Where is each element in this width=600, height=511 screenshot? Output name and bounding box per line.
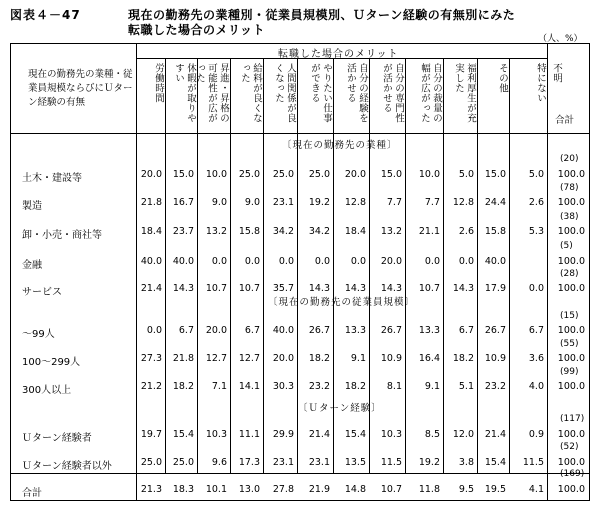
data-cell: 23.1 — [272, 457, 294, 468]
data-cell: 11.1 — [238, 429, 260, 440]
data-cell: 12.8 — [344, 197, 366, 208]
data-cell: 13.0 — [238, 484, 260, 495]
sample-count: (20) — [560, 154, 579, 164]
data-cell: 13.3 — [344, 325, 366, 336]
data-cell: 19.7 — [140, 429, 162, 440]
data-cell: 21.3 — [140, 484, 162, 495]
data-cell: 10.0 — [205, 169, 227, 180]
sample-count: (28) — [560, 269, 579, 279]
data-cell: 21.8 — [172, 353, 194, 364]
total-cell: 100.0 — [557, 226, 585, 237]
data-cell: 0.0 — [244, 256, 260, 267]
data-cell: 21.4 — [140, 283, 162, 294]
data-cell: 15.0 — [172, 169, 194, 180]
total-divider — [547, 43, 548, 501]
data-cell: 6.7 — [178, 325, 194, 336]
data-cell: 15.8 — [238, 226, 260, 237]
column-rule — [509, 58, 510, 473]
data-cell: 10.3 — [205, 429, 227, 440]
data-cell: 25.0 — [308, 169, 330, 180]
data-cell: 2.6 — [458, 226, 474, 237]
data-cell: 3.6 — [528, 353, 544, 364]
data-cell: 25.0 — [172, 457, 194, 468]
data-cell: 9.0 — [244, 197, 260, 208]
data-cell: 10.9 — [380, 353, 402, 364]
sample-count: (38) — [560, 212, 579, 222]
data-cell: 14.3 — [172, 283, 194, 294]
total-header: 合計 — [555, 115, 575, 126]
data-cell: 10.7 — [418, 283, 440, 294]
column-header: 自分の経験を活かせる — [345, 63, 368, 123]
row-label: 金融 — [22, 260, 42, 271]
data-cell: 10.1 — [205, 484, 227, 495]
data-cell: 19.2 — [308, 197, 330, 208]
data-cell: 21.2 — [140, 381, 162, 392]
data-cell: 6.7 — [458, 325, 474, 336]
data-cell: 11.5 — [380, 457, 402, 468]
data-cell: 5.1 — [458, 381, 474, 392]
data-cell: 14.3 — [452, 283, 474, 294]
data-cell: 20.0 — [272, 353, 294, 364]
column-header: 休暇が取りやすい — [173, 63, 196, 123]
data-cell: 18.3 — [172, 484, 194, 495]
data-cell: 18.4 — [140, 226, 162, 237]
data-cell: 7.7 — [386, 197, 402, 208]
sample-count: (15) — [560, 311, 579, 321]
data-cell: 23.2 — [484, 381, 506, 392]
data-cell: 5.0 — [458, 169, 474, 180]
data-cell: 6.7 — [244, 325, 260, 336]
data-cell: 23.1 — [272, 197, 294, 208]
total-cell: 100.0 — [557, 484, 585, 495]
column-header: 人間関係が良くなった — [273, 63, 296, 123]
data-cell: 17.3 — [238, 457, 260, 468]
data-cell: 9.6 — [211, 457, 227, 468]
data-cell: 14.8 — [344, 484, 366, 495]
column-header: 自分の専門性が活かせる — [381, 63, 404, 123]
row-label: 300人以上 — [22, 385, 72, 396]
data-cell: 3.8 — [458, 457, 474, 468]
data-cell: 6.7 — [528, 325, 544, 336]
data-cell: 18.2 — [308, 353, 330, 364]
data-cell: 9.0 — [211, 197, 227, 208]
data-cell: 0.0 — [146, 325, 162, 336]
row-label: サービス — [22, 287, 62, 298]
total-cell: 100.0 — [557, 353, 585, 364]
data-cell: 12.0 — [452, 429, 474, 440]
data-cell: 26.7 — [484, 325, 506, 336]
data-cell: 0.0 — [314, 256, 330, 267]
data-cell: 14.3 — [308, 283, 330, 294]
data-cell: 24.4 — [484, 197, 506, 208]
total-cell: 100.0 — [557, 197, 585, 208]
data-cell: 14.3 — [344, 283, 366, 294]
data-cell: 34.2 — [272, 226, 294, 237]
data-cell: 8.1 — [386, 381, 402, 392]
data-cell: 26.7 — [380, 325, 402, 336]
total-cell: 100.0 — [557, 429, 585, 440]
data-cell: 0.0 — [424, 256, 440, 267]
column-header: 福利厚生が充実した — [453, 63, 476, 123]
sample-count: (52) — [560, 442, 579, 452]
data-cell: 40.0 — [484, 256, 506, 267]
data-cell: 10.0 — [418, 169, 440, 180]
data-cell: 13.2 — [380, 226, 402, 237]
data-cell: 18.2 — [172, 381, 194, 392]
data-cell: 34.2 — [308, 226, 330, 237]
sample-count: (117) — [560, 414, 585, 424]
data-cell: 9.5 — [458, 484, 474, 495]
figure-title-line2: 転職した場合のメリット — [128, 23, 266, 37]
data-cell: 20.0 — [205, 325, 227, 336]
data-cell: 12.7 — [205, 353, 227, 364]
row-label: 100～299人 — [22, 357, 81, 368]
data-cell: 0.0 — [211, 256, 227, 267]
total-cell: 100.0 — [557, 283, 585, 294]
data-cell: 25.0 — [238, 169, 260, 180]
data-cell: 15.0 — [484, 169, 506, 180]
data-cell: 0.0 — [458, 256, 474, 267]
data-cell: 4.1 — [528, 484, 544, 495]
data-cell: 11.5 — [522, 457, 544, 468]
data-cell: 19.5 — [484, 484, 506, 495]
data-cell: 8.5 — [424, 429, 440, 440]
data-cell: 18.4 — [344, 226, 366, 237]
data-cell: 25.0 — [272, 169, 294, 180]
data-cell: 9.1 — [424, 381, 440, 392]
data-cell: 10.7 — [205, 283, 227, 294]
total-cell: 100.0 — [557, 457, 585, 468]
data-cell: 10.7 — [380, 484, 402, 495]
data-cell: 26.7 — [308, 325, 330, 336]
data-cell: 21.8 — [140, 197, 162, 208]
data-cell: 13.2 — [205, 226, 227, 237]
data-cell: 21.9 — [308, 484, 330, 495]
figure-label: 図表４－47 — [10, 8, 81, 22]
column-header: 特にない — [535, 63, 546, 103]
data-cell: 27.3 — [140, 353, 162, 364]
sample-count: (55) — [560, 339, 579, 349]
data-cell: 0.0 — [528, 283, 544, 294]
data-cell: 35.7 — [272, 283, 294, 294]
total-cell: 100.0 — [557, 256, 585, 267]
column-header: 給料が良くなった — [239, 63, 262, 123]
column-header: 昇進・昇格の可能性が広がった — [194, 63, 229, 123]
data-cell: 5.3 — [528, 226, 544, 237]
sample-count: (99) — [560, 367, 579, 377]
row-label: 土木・建設等 — [22, 173, 82, 184]
total-cell: 100.0 — [557, 381, 585, 392]
data-cell: 17.9 — [484, 283, 506, 294]
data-cell: 12.8 — [452, 197, 474, 208]
data-cell: 9.1 — [350, 353, 366, 364]
data-cell: 21.1 — [418, 226, 440, 237]
column-header: その他 — [497, 63, 508, 93]
data-cell: 15.4 — [172, 429, 194, 440]
data-cell: 10.9 — [484, 353, 506, 364]
header-bottom-rule — [10, 133, 590, 134]
data-cell: 15.0 — [380, 169, 402, 180]
data-cell: 20.0 — [140, 169, 162, 180]
section-title-size: 〔現在の勤務先の従業員規模〕 — [268, 297, 416, 308]
column-header: やりたい仕事ができる — [309, 63, 332, 123]
data-cell: 13.3 — [418, 325, 440, 336]
data-cell: 12.7 — [238, 353, 260, 364]
data-cell: 16.7 — [172, 197, 194, 208]
data-cell: 11.8 — [418, 484, 440, 495]
data-cell: 7.7 — [424, 197, 440, 208]
data-cell: 30.3 — [272, 381, 294, 392]
data-cell: 10.3 — [380, 429, 402, 440]
total-row-rule — [10, 473, 590, 474]
row-label: Ｕターン経験者以外 — [22, 461, 112, 472]
data-cell: 18.2 — [452, 353, 474, 364]
total-row-label: 合計 — [22, 488, 42, 499]
data-cell: 0.0 — [278, 256, 294, 267]
row-label: 卸・小売・商社等 — [22, 230, 102, 241]
data-cell: 23.2 — [308, 381, 330, 392]
data-cell: 18.2 — [344, 381, 366, 392]
section-title-industry: 〔現在の勤務先の業種〕 — [282, 140, 398, 151]
data-cell: 20.0 — [344, 169, 366, 180]
total-cell: 100.0 — [557, 325, 585, 336]
figure-title-line1: 現在の勤務先の業種別・従業員規模別、Ｕターン経験の有無別にみた — [128, 8, 516, 22]
column-header: 自分の裁量の幅が広がった — [419, 63, 442, 123]
data-cell: 14.3 — [380, 283, 402, 294]
total-cell: 100.0 — [557, 169, 585, 180]
sample-count: (5) — [560, 241, 573, 251]
data-cell: 40.0 — [172, 256, 194, 267]
data-cell: 14.1 — [238, 381, 260, 392]
sample-count: (78) — [560, 183, 579, 193]
data-cell: 15.4 — [344, 429, 366, 440]
data-cell: 0.0 — [350, 256, 366, 267]
data-cell: 10.7 — [238, 283, 260, 294]
sample-count: (169) — [560, 469, 585, 479]
group-header: 転職した場合のメリット — [278, 49, 399, 60]
data-cell: 23.1 — [308, 457, 330, 468]
row-label: 製造 — [22, 201, 42, 212]
data-cell: 15.4 — [484, 457, 506, 468]
data-cell: 2.6 — [528, 197, 544, 208]
row-header-title: 現在の勤務先の業種・従業員規模ならびにＵターン経験の有無 — [28, 69, 133, 108]
section-title-uturn: 〔Ｕターン経験〕 — [298, 403, 382, 414]
data-cell: 13.5 — [344, 457, 366, 468]
data-cell: 25.0 — [140, 457, 162, 468]
data-cell: 15.8 — [484, 226, 506, 237]
data-cell: 21.4 — [484, 429, 506, 440]
row-label: ～99人 — [22, 329, 55, 340]
data-cell: 5.0 — [528, 169, 544, 180]
unit-label: （人、%） — [538, 34, 583, 44]
row-label: Ｕターン経験者 — [22, 433, 92, 444]
data-cell: 0.9 — [528, 429, 544, 440]
data-cell: 40.0 — [272, 325, 294, 336]
data-cell: 23.7 — [172, 226, 194, 237]
column-header: 不明 — [551, 63, 562, 83]
data-cell: 4.0 — [528, 381, 544, 392]
data-cell: 29.9 — [272, 429, 294, 440]
data-cell: 27.8 — [272, 484, 294, 495]
data-cell: 40.0 — [140, 256, 162, 267]
column-header: 労働時間 — [153, 63, 164, 103]
data-cell: 21.4 — [308, 429, 330, 440]
data-cell: 20.0 — [380, 256, 402, 267]
data-cell: 16.4 — [418, 353, 440, 364]
data-cell: 7.1 — [211, 381, 227, 392]
data-cell: 19.2 — [418, 457, 440, 468]
